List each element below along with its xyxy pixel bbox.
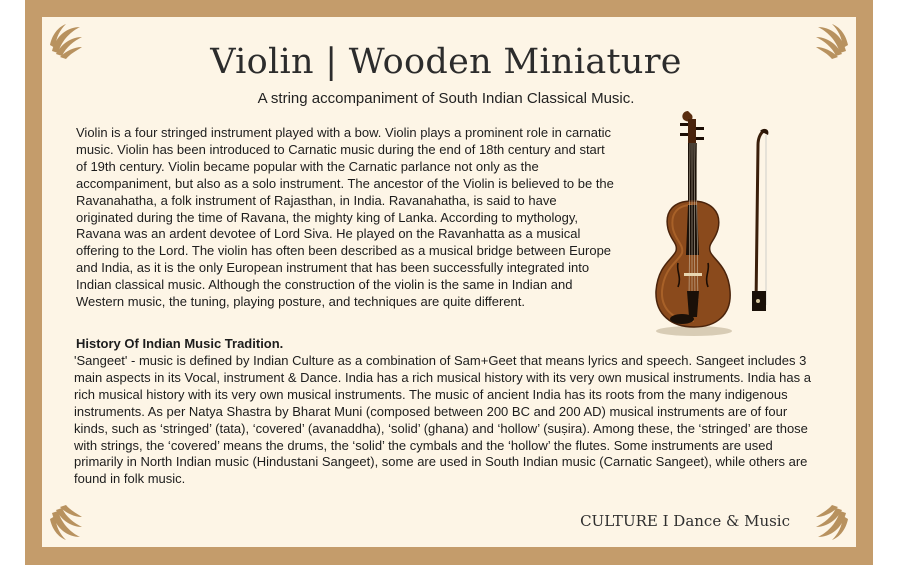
lotus-ornament-icon: [46, 503, 86, 543]
page-subtitle: A string accompaniment of South Indian Classical Music.: [257, 90, 635, 107]
intro-paragraph: Violin is a four stringed instrument played with a bow. Violin plays a prominent role in carnatic music. Violin has been introduced to Carnatic music during the end of 18th century and start of 19th century. Violin became popular with the Carnatic parlance not only as the accompaniment, but also as a solo instrument. The ancestor of the Violin is believed to be the Ravanahatha, a folk instrument of Rajasthan, in India. Ravanahatha, is said to have originated during the time of Ravana, the mighty king of Lanka. According to mythology, Ravana was an ardent devotee of Lord Siva. He played on the Ravanhatta as a musical offering to the Lord. The violin has often been described as a musical bridge between Europe and India, as it is the only European instrument that has been successfully integrated into Indian classical music. Although the construction of the violin is the same in Indian and Western music, the tuning, playing posture, and techniques are quite different.: [76, 125, 614, 310]
history-heading: History Of Indian Music Tradition.: [76, 336, 284, 351]
footer-caption: CULTURE I Dance & Music: [580, 512, 790, 530]
page-title: Violin | Wooden Miniature: [210, 42, 682, 82]
content-panel: [42, 17, 856, 547]
history-paragraph: 'Sangeet' - music is defined by Indian Culture as a combination of Sam+Geet that means lyrics and speech. Sangeet includes 3 main aspects in its Vocal, instrument & Dance. India has a rich musical history with its very own musical instruments. India has a rich musical history with its very own musical instruments. The music of ancient India has its roots from the many indigenous instruments. As per Natya Shastra by Bharat Muni (composed between 200 BC and 200 AD) musical instruments are of four kinds, such as ‘stringed’ (tata), ‘covered’ (avanaddha), ‘solid’ (ghana) and ‘hollow’ (suṣira). Among these, the ‘stringed’ are those with strings, the ‘covered’ means the drums, the ‘solid’ the cymbals and the ‘hollow’ the flutes. Some instruments are used primarily in North Indian music (Hindustani Sangeet), some are used in South Indian music (Carnatic Sangeet), while others are found in folk music.: [74, 353, 811, 487]
lotus-ornament-icon: [812, 503, 852, 543]
violin-image: [642, 105, 792, 337]
decorative-frame: [25, 0, 873, 565]
